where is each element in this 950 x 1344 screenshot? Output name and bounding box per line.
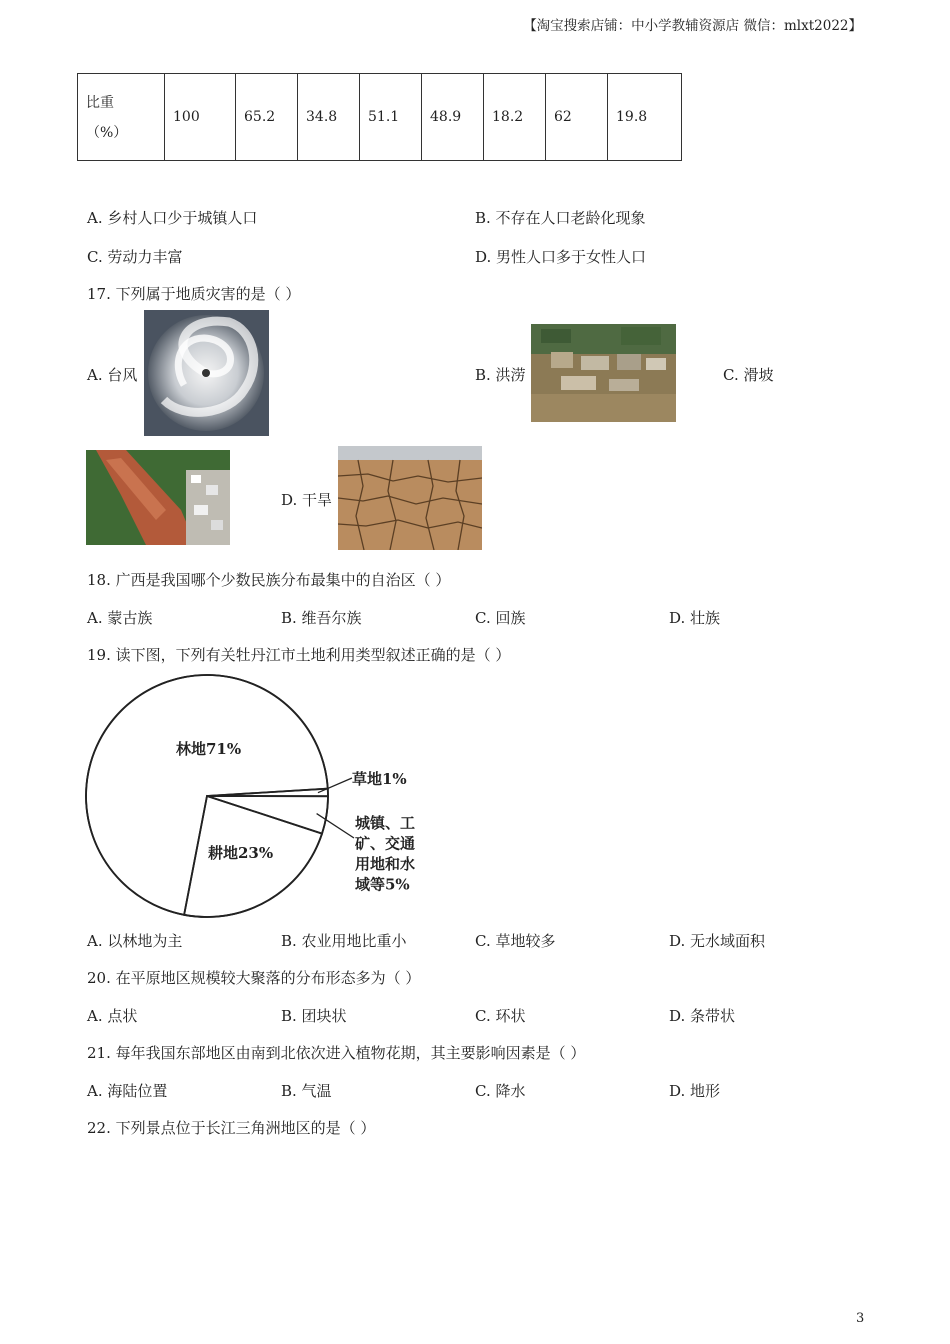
q19-stem: 19. 读下图，下列有关牡丹江市土地利用类型叙述正确的是（ ）: [87, 646, 511, 664]
q16-option-c: C. 劳动力丰富: [87, 248, 183, 266]
q18-option-b: B. 维吾尔族: [281, 609, 362, 627]
q17-stem: 17. 下列属于地质灾害的是（ ）: [87, 285, 301, 303]
q20-option-d: D. 条带状: [669, 1007, 736, 1025]
q20-option-a: A. 点状: [87, 1007, 138, 1025]
q20-option-c: C. 环状: [475, 1007, 526, 1025]
typhoon-satellite-icon: [144, 310, 269, 436]
landslide-image: [86, 450, 230, 545]
q21-option-c: C. 降水: [475, 1082, 526, 1100]
q17-option-c: C. 滑坡: [723, 366, 774, 384]
q22-stem: 22. 下列景点位于长江三角洲地区的是（ ）: [87, 1119, 376, 1137]
table-cell: 65.2: [236, 74, 298, 161]
pie-slice-label: 矿、交通: [355, 834, 416, 853]
flood-photo-icon: [531, 324, 676, 422]
table-cell: 18.2: [484, 74, 546, 161]
pie-slice-label: 草地1%: [352, 770, 407, 788]
q17-option-d: D. 干旱: [281, 491, 333, 509]
pie-slice-label: 用地和水: [355, 855, 416, 873]
q17-option-b: B. 洪涝: [475, 366, 526, 384]
q18-option-d: D. 壮族: [669, 609, 721, 627]
q21-option-d: D. 地形: [669, 1082, 721, 1100]
q21-option-a: A. 海陆位置: [87, 1082, 168, 1100]
landslide-photo-icon: [86, 450, 230, 545]
page-number: 3: [856, 1311, 865, 1326]
q21-option-b: B. 气温: [281, 1082, 332, 1100]
table-cell: 48.9: [422, 74, 484, 161]
table-row: [78, 74, 682, 161]
table-row-label: 比重 （%）: [78, 74, 165, 161]
q18-stem: 18. 广西是我国哪个少数民族分布最集中的自治区（ ）: [87, 571, 451, 589]
typhoon-image: [144, 310, 269, 436]
drought-cracked-earth-icon: [338, 446, 482, 550]
pie-slice-label: 耕地23%: [208, 844, 274, 862]
q19-option-a: A. 以林地为主: [87, 932, 183, 950]
q17-option-a: A. 台风: [87, 366, 138, 384]
flood-image: [531, 324, 676, 422]
pie-slice-label: 林地71%: [176, 740, 242, 758]
drought-image: [338, 446, 482, 550]
q19-option-c: C. 草地较多: [475, 932, 556, 950]
page-header: 【淘宝搜索店铺：中小学教辅资源店 微信：mlxt2022】: [523, 18, 862, 34]
table-cell: 51.1: [360, 74, 422, 161]
q20-stem: 20. 在平原地区规模较大聚落的分布形态多为（ ）: [87, 969, 421, 987]
q19-option-b: B. 农业用地比重小: [281, 932, 407, 950]
q16-option-d: D. 男性人口多于女性人口: [475, 248, 647, 266]
population-ratio-table: [77, 73, 682, 161]
q21-stem: 21. 每年我国东部地区由南到北依次进入植物花期，其主要影响因素是（ ）: [87, 1044, 586, 1062]
table-cell: 19.8: [608, 74, 682, 161]
q18-option-a: A. 蒙古族: [87, 609, 153, 627]
pie-slice-label: 城镇、工: [355, 814, 416, 832]
q20-option-b: B. 团块状: [281, 1007, 347, 1025]
q18-option-c: C. 回族: [475, 609, 526, 627]
land-use-pie-chart: [80, 670, 440, 925]
table-cell: 100: [165, 74, 236, 161]
pie-slice-label: 域等5%: [355, 875, 410, 894]
table-cell: 34.8: [298, 74, 360, 161]
q16-option-a: A. 乡村人口少于城镇人口: [87, 209, 258, 227]
table-cell: 62: [546, 74, 608, 161]
q16-option-b: B. 不存在人口老龄化现象: [475, 209, 646, 227]
q19-option-d: D. 无水域面积: [669, 932, 766, 950]
